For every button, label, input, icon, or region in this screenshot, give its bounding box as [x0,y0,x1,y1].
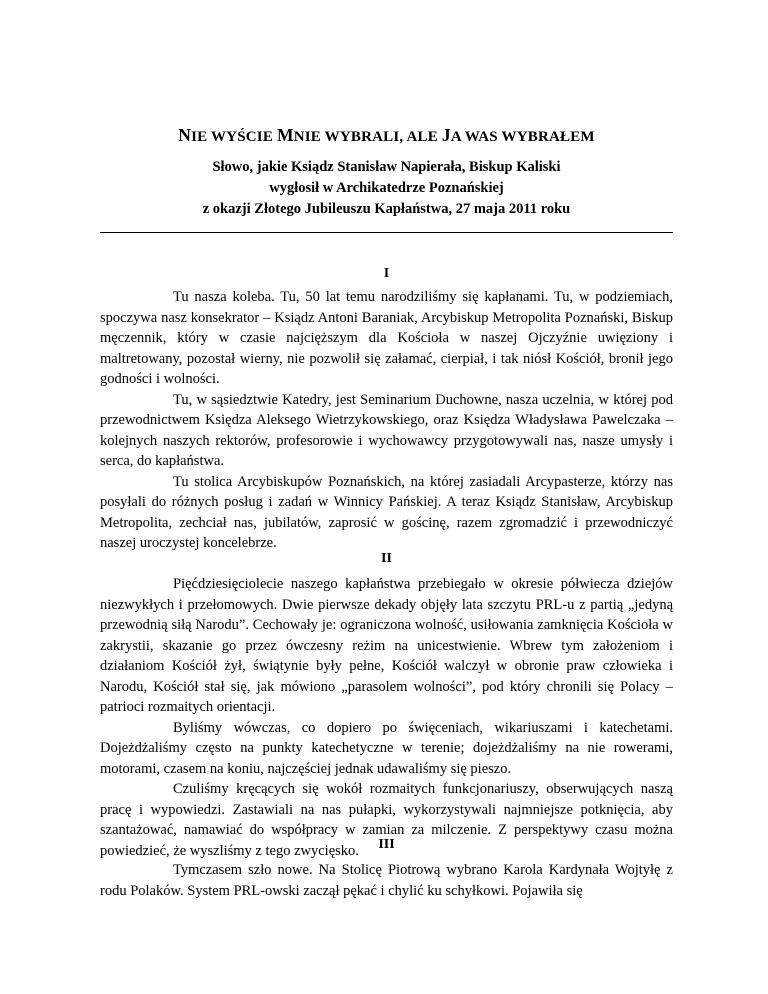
title-text: NIE WYBRALI, ALE [293,129,442,145]
title-text: A WAS WYBRAŁEM [450,129,595,145]
paragraph: Tymczasem szło nowe. Na Stolicę Piotrową wybrano Karola Kardynała Wojtyłę z rodu Polaków. System PRL-owski zaczął pękać i chylić ku schyłkowi. Pojawiła się [100,862,673,899]
title-text: IE WYŚCIE [191,129,277,145]
title-initial: J [441,125,451,145]
subtitle-line: z okazji Złotego Jubileuszu Kapłaństwa, 27 maja 2011 roku [202,201,571,217]
paragraph: Tu nasza koleba. Tu, 50 lat temu narodziliśmy się kapłanami. Tu, w podziemiach, spoczywa nasz konsekrator – Ksiądz Antoni Baraniak, Arcybiskup Metropolita Poznański, Biskup męczennik, który w czasie najcięższym dla Kościoła w naszej Ojczyźnie uwięziony i maltretowany, pozostał wierny, nie pozwolił się załamać, cierpiał, i tak niósł Kościół, bronił jego godności i wolności. [100,289,673,387]
paragraph: Pięćdziesięciolecie naszego kapłaństwa przebiegało w okresie półwiecza dziejów niezwykłych i przełomowych. Dwie pierwsze dekady objęły lata szczytu PRL-u z partią „jedyną przewodnią siłą Narodu”. Cechowały je: ograniczona wolność, usiłowania zamknięcia Kościoła w zakrystii, skazanie go przez ówczesny reżim na unicestwienie. Wbrew tym założeniom i działaniom Kościół żył, świątynie były pełne, Kościół walczył w obronie praw człowieka i Narodu, Kościół stał się, jak mówiono „parasolem wolności”, pod który chronili się Polacy – patrioci rozmaitych orientacji. [100,576,673,715]
section-body [100,574,673,861]
section-body [100,860,673,901]
section-number: II [381,551,392,566]
document-subtitle [100,157,673,220]
paragraph: Byliśmy wówczas, co dopiero po święceniach, wikariuszami i katechetami. Dojeżdżaliśmy często na punkty katechetyczne w terenie; dojeżdżaliśmy na nie rowerami, motorami, czasem na koniu, najczęściej jednak udawaliśmy się pieszo. [100,719,673,777]
title-initial: N [178,125,192,145]
title-initial: M [276,125,294,145]
subtitle-line: Słowo, jakie Ksiądz Stanisław Napierała, Biskup Kaliski [212,159,561,175]
subtitle-line: wygłosił w Archikatedrze Poznańskiej [269,180,504,196]
paragraph: Czuliśmy kręcących się wokół rozmaitych funkcjonariuszy, obserwujących naszą pracę i wypowiedzi. Zastawiali na nas pułapki, wykorzystywali najmniejsze potknięcia, aby szantażować, namawiać do współpracy w zamian za milczenie. Z perspektywy czasu można powiedzieć, że wyszliśmy z tego zwycięsko. [100,781,673,859]
horizontal-divider [100,232,673,233]
section-number: III [378,837,395,852]
paragraph: Tu stolica Arcybiskupów Poznańskich, na której zasiadali Arcypasterze, którzy nas posyłali do różnych posług i zadań w Winnicy Pańskiej. A teraz Ksiądz Stanisław, Arcybiskup Metropolita, zechciał nas, jubilatów, zaprosić w gościnę, razem zgromadzić i przewodniczyć naszej uroczystej koncelebrze. [100,473,673,551]
section-number: I [383,266,390,281]
document-title [100,125,673,146]
section-body [100,287,673,554]
paragraph: Tu, w sąsiedztwie Katedry, jest Seminarium Duchowne, nasza uczelnia, w której pod przewodnictwem Księdza Aleksego Wietrzykowskiego, oraz Księdza Władysława Pawelczaka – kolejnych naszych rektorów, profesorowie i wychowawcy przygotowywali nas, nasze umysły i serca, do kapłaństwa. [100,391,673,469]
